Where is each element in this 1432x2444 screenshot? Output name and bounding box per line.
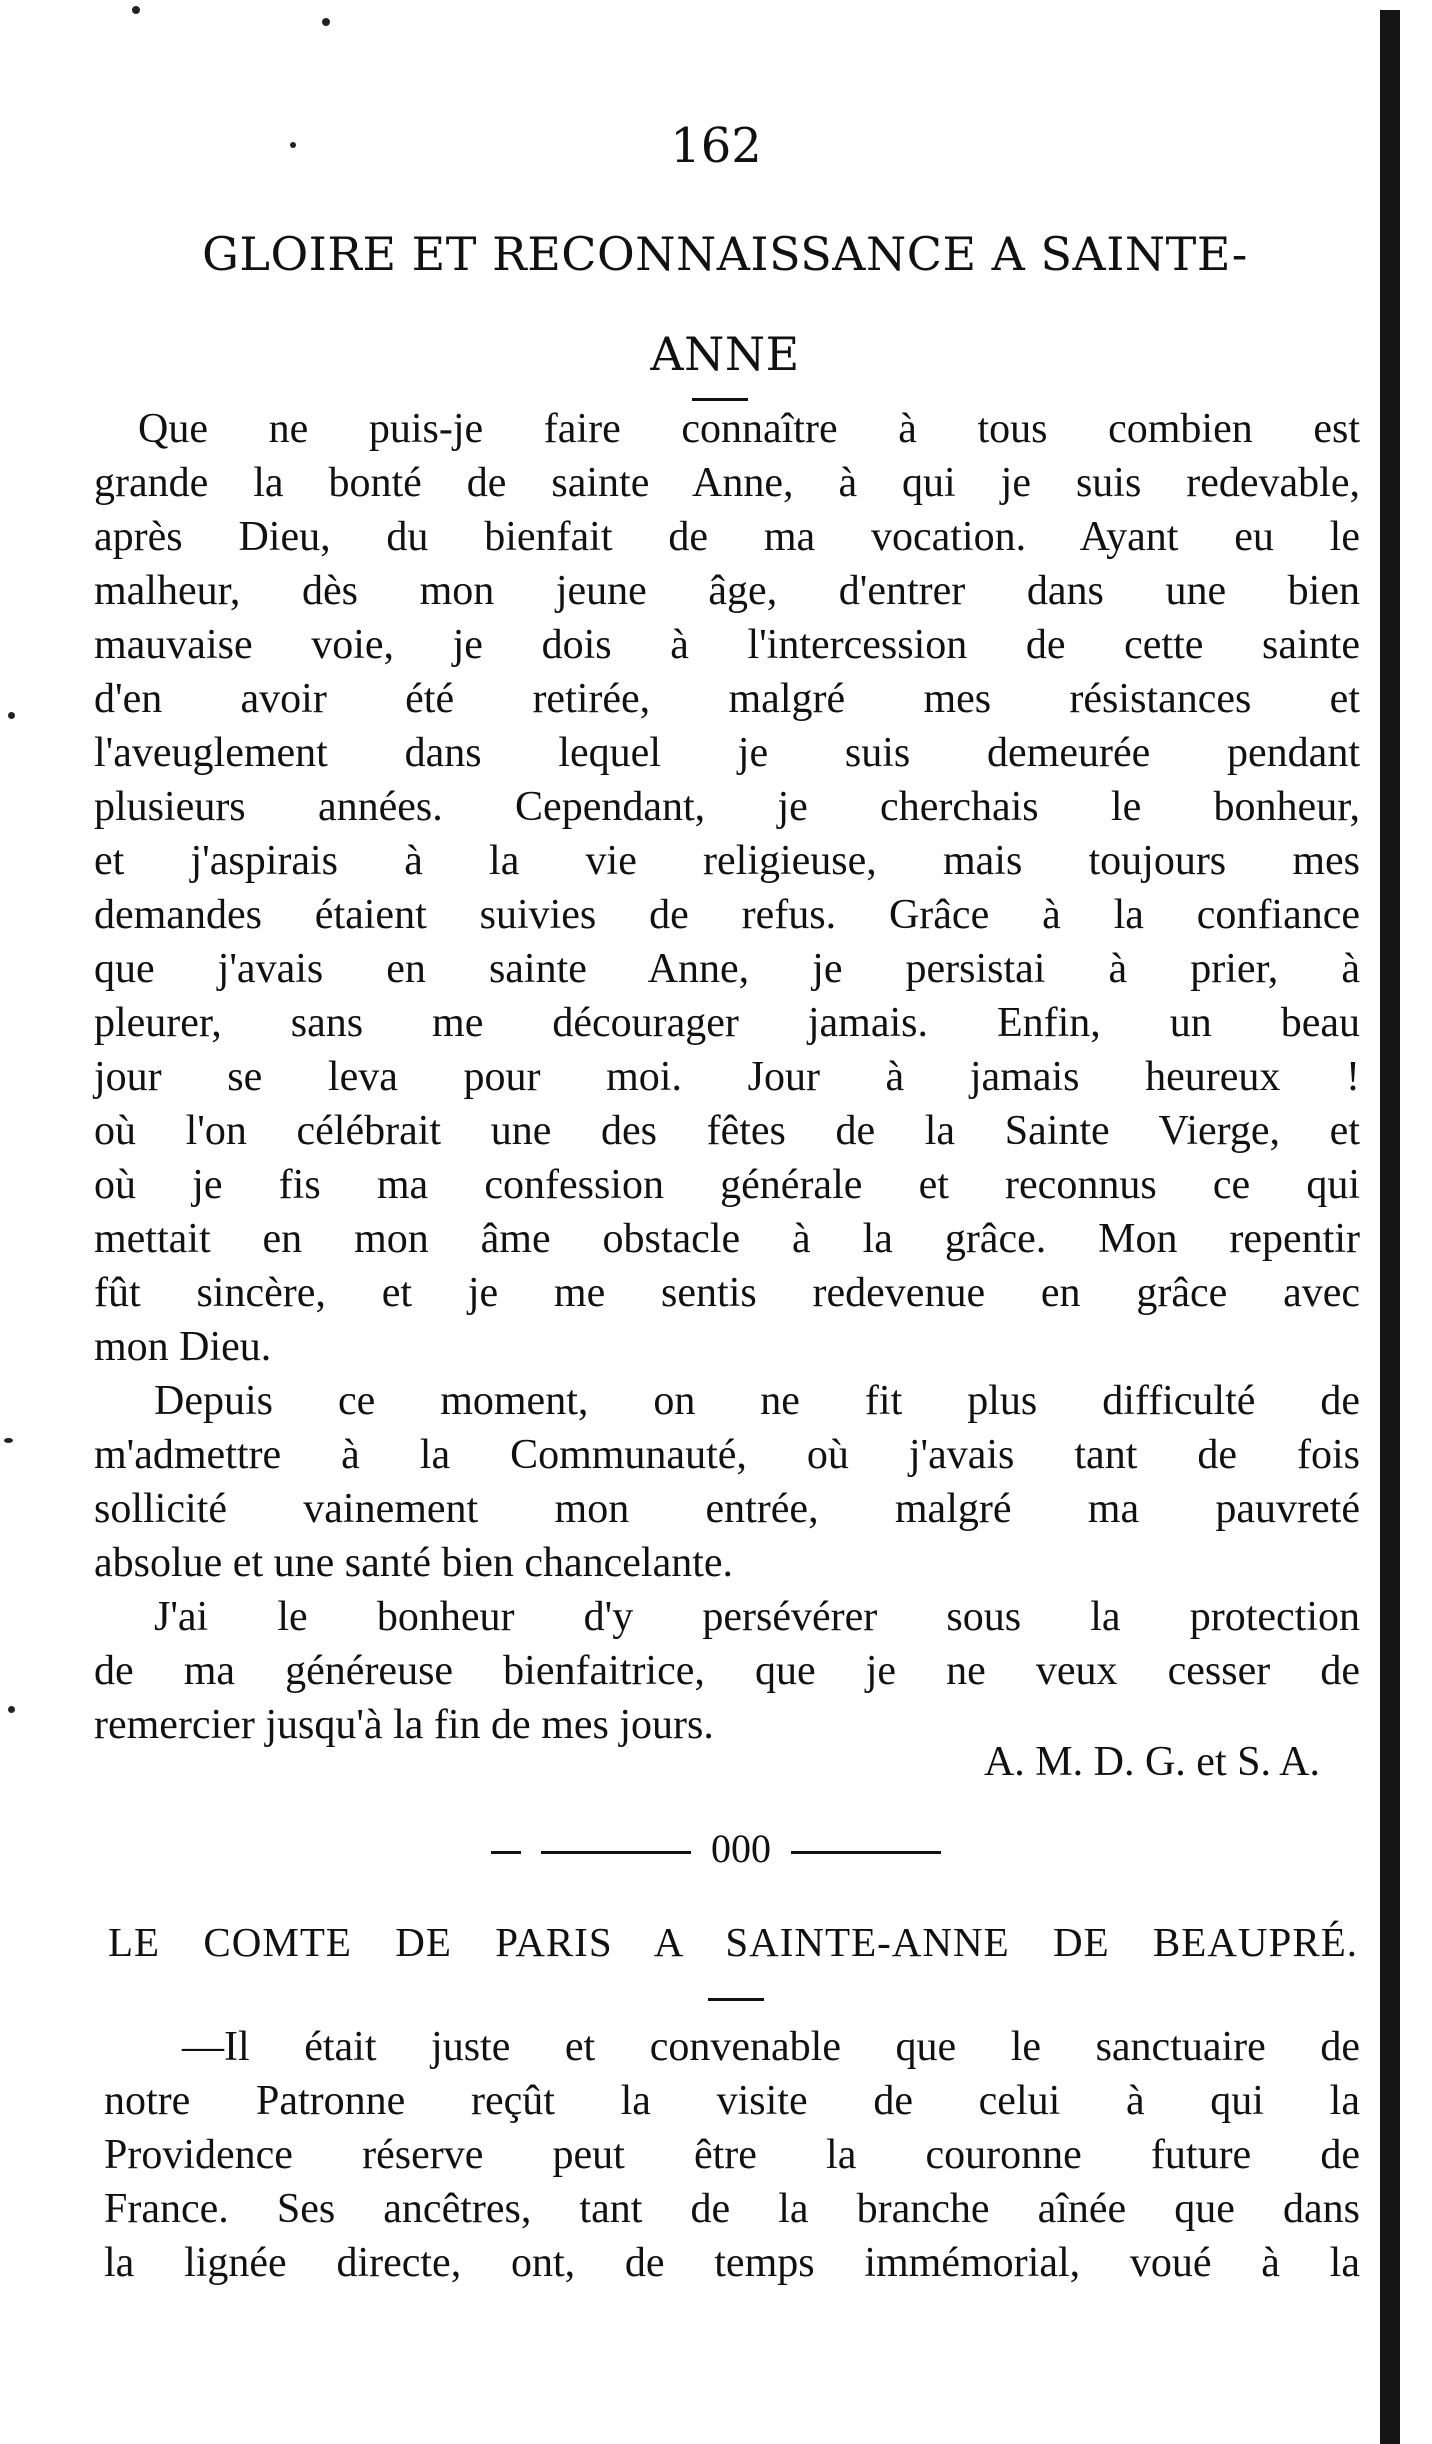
- text-line: mettait en mon âme obstacle à la grâce. Mon repentir: [94, 1216, 1360, 1262]
- paragraph-3: [94, 1590, 1360, 1752]
- text-line: remercier jusqu'à la fin de mes jours.: [94, 1702, 714, 1748]
- text-line: France. Ses ancêtres, tant de la branche aînée que dans: [104, 2186, 1360, 2232]
- text-line: et j'aspirais à la vie religieuse, mais toujours mes: [94, 838, 1360, 884]
- separator-rule: [491, 1851, 521, 1854]
- text-line: Depuis ce moment, on ne fit plus difficulté de: [154, 1378, 1360, 1424]
- title-rule: [692, 398, 748, 401]
- print-speck: [8, 1706, 15, 1713]
- text-line: plusieurs années. Cependant, je cherchais le bonheur,: [94, 784, 1360, 830]
- text-line: malheur, dès mon jeune âge, d'entrer dans une bien: [94, 568, 1360, 614]
- page-binding-edge: [1380, 10, 1400, 2444]
- article-title-line-2: ANNE: [650, 327, 800, 381]
- text-line: m'admettre à la Communauté, où j'avais tant de fois: [94, 1432, 1360, 1478]
- text-line: demandes étaient suivies de refus. Grâce à la confiance: [94, 892, 1360, 938]
- separator-rule: [541, 1851, 691, 1854]
- separator-rule: [791, 1851, 941, 1854]
- text-line: Que ne puis-je faire connaître à tous combien est: [138, 406, 1360, 452]
- signature: A. M. D. G. et S. A.: [983, 1739, 1320, 1785]
- separator-text: 000: [711, 1826, 771, 1871]
- text-line: où je fis ma confession générale et reconnus ce qui: [94, 1162, 1360, 1208]
- text-line: de ma généreuse bienfaitrice, que je ne veux cesser de: [94, 1648, 1360, 1694]
- text-line: mon Dieu.: [94, 1324, 272, 1370]
- section-title: LE COMTE DE PARIS A SAINTE-ANNE DE BEAUPRÉ.: [108, 1919, 1358, 1965]
- text-line: d'en avoir été retirée, malgré mes résistances et: [94, 676, 1360, 722]
- print-speck: [4, 1438, 13, 1443]
- section-paragraph: [104, 2020, 1360, 2290]
- print-speck: [322, 18, 330, 26]
- paragraph-1: [94, 402, 1360, 1374]
- text-line: —Il était juste et convenable que le sanctuaire de: [182, 2024, 1360, 2070]
- text-line: Providence réserve peut être la couronne future de: [104, 2132, 1360, 2178]
- paragraph-2: [94, 1374, 1360, 1590]
- text-line: après Dieu, du bienfait de ma vocation. Ayant eu le: [94, 514, 1360, 560]
- text-line: absolue et une santé bien chancelante.: [94, 1540, 734, 1586]
- text-line: où l'on célébrait une des fêtes de la Sainte Vierge, et: [94, 1108, 1360, 1154]
- section-separator: [0, 1825, 1432, 1872]
- text-line: sollicité vainement mon entrée, malgré ma pauvreté: [94, 1486, 1360, 1532]
- text-line: jour se leva pour moi. Jour à jamais heureux !: [94, 1054, 1360, 1100]
- text-line: pleurer, sans me décourager jamais. Enfin, un beau: [94, 1000, 1360, 1046]
- print-speck: [8, 712, 15, 719]
- text-line: la lignée directe, ont, de temps immémorial, voué à la: [104, 2240, 1360, 2286]
- text-line: grande la bonté de sainte Anne, à qui je suis redevable,: [94, 460, 1360, 506]
- text-line: fût sincère, et je me sentis redevenue en grâce avec: [94, 1270, 1360, 1316]
- page-number: 162: [670, 118, 762, 174]
- text-line: notre Patronne reçût la visite de celui à qui la: [104, 2078, 1360, 2124]
- section-title-rule: [708, 1998, 764, 2001]
- text-line: mauvaise voie, je dois à l'intercession de cette sainte: [94, 622, 1360, 668]
- text-line: J'ai le bonheur d'y persévérer sous la protection: [154, 1594, 1360, 1640]
- article-title-line-1: GLOIRE ET RECONNAISSANCE A SAINTE-: [202, 227, 1248, 281]
- text-line: que j'avais en sainte Anne, je persistai à prier, à: [94, 946, 1360, 992]
- print-speck: [132, 6, 140, 14]
- text-line: l'aveuglement dans lequel je suis demeurée pendant: [94, 730, 1360, 776]
